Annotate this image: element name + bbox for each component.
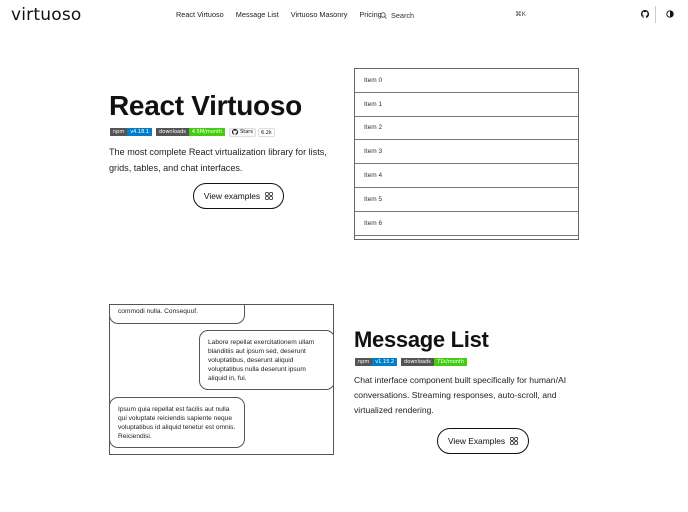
github-stars-badge[interactable] <box>229 128 275 136</box>
list-item[interactable]: Item 2 <box>355 117 578 141</box>
npm-version-badge[interactable]: npm v1.15.2 <box>355 358 397 366</box>
downloads-badge[interactable]: downloads 4.5M/month <box>156 128 225 136</box>
search-shortcut: ⌘K <box>515 11 526 18</box>
nav-react-virtuoso[interactable]: React Virtuoso <box>176 10 224 19</box>
theme-toggle-icon[interactable] <box>666 10 674 18</box>
grid-icon <box>510 437 518 445</box>
virtuoso-list-demo[interactable] <box>354 68 579 240</box>
stars-label: Stars <box>240 129 253 135</box>
list-item[interactable]: Item 4 <box>355 164 578 188</box>
list-item[interactable]: Item 0 <box>355 69 578 93</box>
message-list-title: Message List <box>354 327 489 352</box>
nav-virtuoso-masonry[interactable]: Virtuoso Masonry <box>290 10 348 19</box>
list-item[interactable] <box>355 236 578 240</box>
view-examples-label: View examples <box>203 191 261 201</box>
chat-message-left: commodi nulla. Consequuf. <box>109 304 245 324</box>
chat-message-left: Ipsum quia repellat est facilis aut nulla qui voluptate reiciendis sapiente neque voluptatibus id aliquid tenetur est omnis. Reiciendisi. <box>109 397 245 448</box>
github-icon[interactable] <box>641 10 649 18</box>
nav-message-list[interactable]: Message List <box>235 10 279 19</box>
view-examples-label: View Examples <box>447 436 506 446</box>
chat-message-right: Labore repellat exercitationem ullam blanditiis aut ipsum sed, deserunt voluptatibus, deserunt aliquid voluptatibus nulla deserunt ipsum aliquid in, fui. <box>199 330 334 390</box>
hero-description: The most complete React virtualization library for lists, grids, tables, and chat interfaces. <box>109 147 327 173</box>
view-message-examples-button[interactable] <box>437 428 529 454</box>
github-icon <box>232 129 238 135</box>
hero-badges <box>110 128 275 136</box>
view-examples-button[interactable] <box>193 183 284 209</box>
logo[interactable]: virtuoso <box>11 5 82 25</box>
search-icon <box>380 12 387 19</box>
search-placeholder: Search <box>391 10 415 20</box>
downloads-badge[interactable]: downloads 71k/month <box>401 358 467 366</box>
list-item[interactable]: Item 6 <box>355 212 578 236</box>
npm-version-badge[interactable]: npm v4.18.1 <box>110 128 152 136</box>
nav-pricing[interactable]: Pricing <box>359 10 382 19</box>
list-item[interactable]: Item 3 <box>355 140 578 164</box>
header-divider <box>655 6 656 23</box>
list-item[interactable]: Item 5 <box>355 188 578 212</box>
message-list-badges <box>355 358 467 366</box>
list-item[interactable]: Item 1 <box>355 93 578 117</box>
stars-count: 6.2k <box>258 128 275 137</box>
main-nav <box>176 10 382 19</box>
site-header <box>0 0 688 30</box>
search-button[interactable] <box>380 9 528 21</box>
message-list-description: Chat interface component built specifically for human/AI conversations. Streaming responses, auto-scroll, and virtualized rendering. <box>354 375 567 415</box>
grid-icon <box>265 192 273 200</box>
message-list-demo[interactable] <box>109 304 334 455</box>
hero-title: React Virtuoso <box>109 90 302 121</box>
